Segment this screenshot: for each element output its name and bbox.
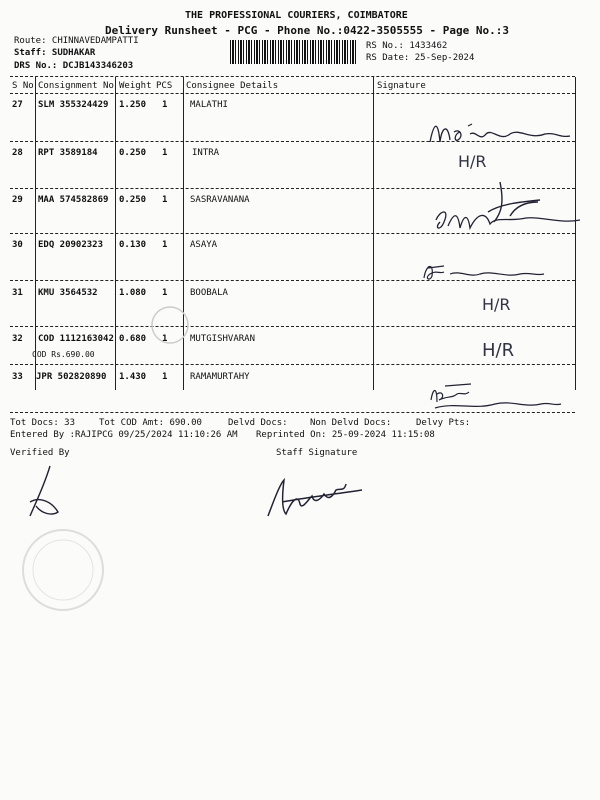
row-sno: 27: [12, 100, 23, 110]
row-weight: 1.080: [119, 288, 147, 298]
row-pcs: 1: [162, 148, 168, 158]
col-header-sno: S No: [12, 81, 34, 91]
row-pcs: 1: [162, 372, 168, 382]
row-consignment: COD 1112163042: [38, 334, 114, 344]
table-top-border: [10, 76, 575, 77]
rs-date: RS Date: 25-Sep-2024: [366, 53, 475, 63]
row-pcs: 1: [162, 288, 168, 298]
row-consignee: SASRAVANANA: [190, 195, 250, 205]
row-consignment: EDQ 20902323: [38, 240, 104, 250]
row-consignment: RPT 3589184: [38, 148, 98, 158]
row-weight: 0.250: [119, 148, 147, 158]
signature-row-29: [430, 172, 590, 242]
row-pcs: 1: [162, 240, 168, 250]
signature-row-27: [420, 112, 580, 152]
signature-row-33: [425, 380, 565, 412]
row-consignment: JPR 502820890: [36, 372, 107, 382]
row-sno: 33: [12, 372, 23, 382]
total-cod-amount: Tot COD Amt: 690.00: [99, 418, 202, 428]
barcode: [230, 40, 358, 64]
row-consignee: BOOBALA: [190, 288, 228, 298]
row-pcs: 1: [162, 195, 168, 205]
row-sno: 28: [12, 148, 23, 158]
verified-by-label: Verified By: [10, 448, 70, 458]
handwritten-hr-mark: H/R: [458, 152, 487, 171]
col-header-pcs: PCS: [156, 81, 173, 91]
row-weight: 1.250: [119, 100, 147, 110]
staff-signature-label: Staff Signature: [276, 448, 358, 458]
runsheet-title: Delivery Runsheet - PCG - Phone No.:0422-3505555 - Page No.:3: [105, 24, 509, 37]
table-bottom-border: [10, 412, 575, 413]
row-weight: 1.430: [119, 372, 147, 382]
delivery-points: Delvy Pts:: [416, 418, 471, 428]
entered-by: Entered By :RAJIPCG 09/25/2024 11:10:26 AM: [10, 430, 238, 440]
company-name: THE PROFESSIONAL COURIERS, COIMBATORE: [185, 10, 408, 21]
delivered-docs: Delvd Docs:: [228, 418, 288, 428]
cod-amount: COD Rs.690.00: [32, 350, 95, 359]
row-pcs: 1: [162, 334, 168, 344]
total-docs: Tot Docs: 33: [10, 418, 76, 428]
row-pcs: 1: [162, 100, 168, 110]
row-consignee: RAMAMURTAHY: [190, 372, 250, 382]
row-consignee: ASAYA: [190, 240, 218, 250]
handwritten-hr-mark: H/R: [482, 295, 511, 314]
col-header-consignee: Consignee Details: [186, 81, 279, 91]
route-label: Route: CHINNAVEDAMPATTI: [14, 36, 139, 46]
stamp-mark: [140, 305, 190, 345]
row-consignment: SLM 355324429: [38, 100, 109, 110]
col-header-consignment: Consignment No: [38, 81, 114, 91]
row-consignee: MALATHI: [190, 100, 228, 110]
row-consignment: MAA 574582869: [38, 195, 109, 205]
row-consignment: KMU 3564532: [38, 288, 98, 298]
row-consignee: MUTGISHVARAN: [190, 334, 256, 344]
verified-by-mark: [22, 462, 72, 522]
table-header-border: [10, 93, 575, 94]
reprinted-on: Reprinted On: 25-09-2024 11:15:08: [256, 430, 435, 440]
faint-seal: [18, 525, 108, 615]
staff-signature-mark: [262, 470, 372, 525]
rs-number: RS No.: 1433462: [366, 41, 448, 51]
row-divider: [10, 364, 575, 365]
drs-number: DRS No.: DCJB143346203: [14, 61, 134, 71]
signature-row-30: [420, 256, 550, 286]
row-consignee: INTRA: [192, 148, 220, 158]
row-weight: 0.680: [119, 334, 147, 344]
staff-label: Staff: SUDHAKAR: [14, 48, 96, 58]
row-divider: [10, 326, 575, 327]
row-sno: 29: [12, 195, 23, 205]
non-delivered-docs: Non Delvd Docs:: [310, 418, 392, 428]
row-weight: 0.130: [119, 240, 147, 250]
col-header-weight: Weight: [119, 81, 152, 91]
handwritten-hr-mark: H/R: [482, 340, 515, 361]
row-sno: 30: [12, 240, 23, 250]
row-weight: 0.250: [119, 195, 147, 205]
row-sno: 32: [12, 334, 23, 344]
row-sno: 31: [12, 288, 23, 298]
col-header-signature: Signature: [377, 81, 426, 91]
